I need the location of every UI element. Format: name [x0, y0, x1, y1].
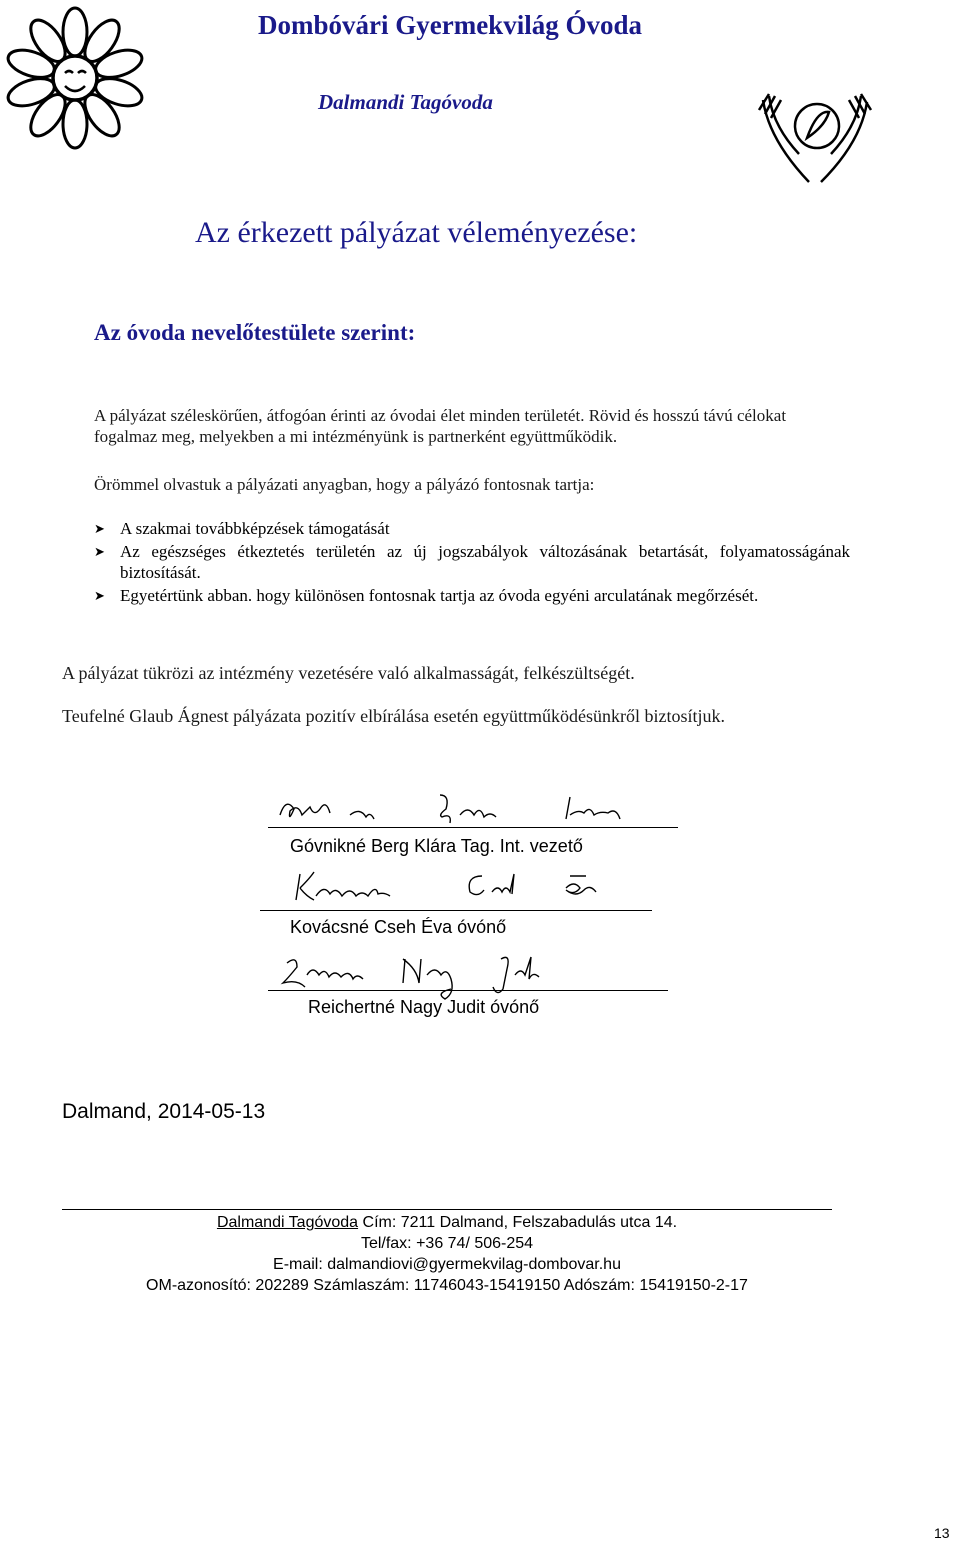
paragraph-suitability: A pályázat tükrözi az intézmény vezetésére való alkalmasságát, felkészültségét.: [62, 663, 635, 683]
paragraph-cooperation: Teufelné Glaub Ágnest pályázata pozitív elbírálása esetén együttműködésünkről biztosítjuk.: [62, 706, 726, 726]
footer-address-line: Dalmandi Tagóvoda Cím: 7211 Dalmand, Felszabadulás utca 14.: [216, 1214, 678, 1231]
list-item: ➤ A szakmai továbbképzések támogatását: [94, 519, 390, 538]
signature-1-line: [268, 827, 678, 828]
footer-email-line: E-mail: dalmandiovi@gyermekvilag-dombovar.hu: [273, 1256, 621, 1273]
signature-2-line: [260, 910, 652, 911]
list-item: ➤ Egyetértünk abban. hogy különösen fontosnak tartja az óvoda egyéni arculatának megőrzését.: [94, 586, 759, 605]
signature-3-line: [268, 990, 668, 991]
organization-name: Dombóvári Gyermekvilág Óvoda: [258, 10, 642, 40]
arrowhead-bullet-icon: ➤: [94, 544, 105, 559]
bullet-list: [94, 518, 850, 608]
signature-3-handwriting: [275, 945, 695, 1005]
paragraph-overview: A pályázat széleskörűen, átfogóan érinti az óvodai élet minden területét. Rövid és hosszú távú célokat fogalmaz meg, melyekben a mi intézményünk is partnerként együttműködik.: [94, 406, 787, 446]
footer-phone-line: Tel/fax: +36 74/ 506-254: [360, 1235, 534, 1252]
footer-ids-line: OM-azonosító: 202289 Számlaszám: 11746043-15419150 Adószám: 15419150-2-17: [146, 1277, 748, 1294]
place-and-date: Dalmand, 2014-05-13: [62, 1100, 266, 1123]
footer-contact-block: [62, 1212, 832, 1296]
signature-2-handwriting: [270, 862, 670, 912]
page-number: 13: [934, 1525, 950, 1541]
arrowhead-bullet-icon: ➤: [94, 521, 105, 536]
footer-divider: [62, 1209, 832, 1210]
hands-leaf-logo-icon: [755, 88, 875, 188]
signature-3-caption: Reichertné Nagy Judit óvónő: [308, 997, 540, 1017]
document-subtitle: Az óvoda nevelőtestülete szerint:: [94, 320, 416, 345]
signature-2-caption: Kovácsné Cseh Éva óvónő: [290, 917, 507, 937]
signature-1-caption: Góvnikné Berg Klára Tag. Int. vezető: [290, 836, 583, 856]
paragraph-intro-list: Örömmel olvastuk a pályázati anyagban, hogy a pályázó fontosnak tartja:: [94, 475, 595, 494]
organization-subunit: Dalmandi Tagóvoda: [318, 90, 493, 114]
arrowhead-bullet-icon: ➤: [94, 588, 105, 603]
list-item: ➤ Az egészséges étkeztetés területén az új jogszabályok változásának betartását, folyamatosságának biztosítását.: [94, 542, 850, 582]
daisy-logo-icon: [0, 0, 160, 170]
document-title: Az érkezett pályázat véleményezése:: [195, 216, 638, 249]
